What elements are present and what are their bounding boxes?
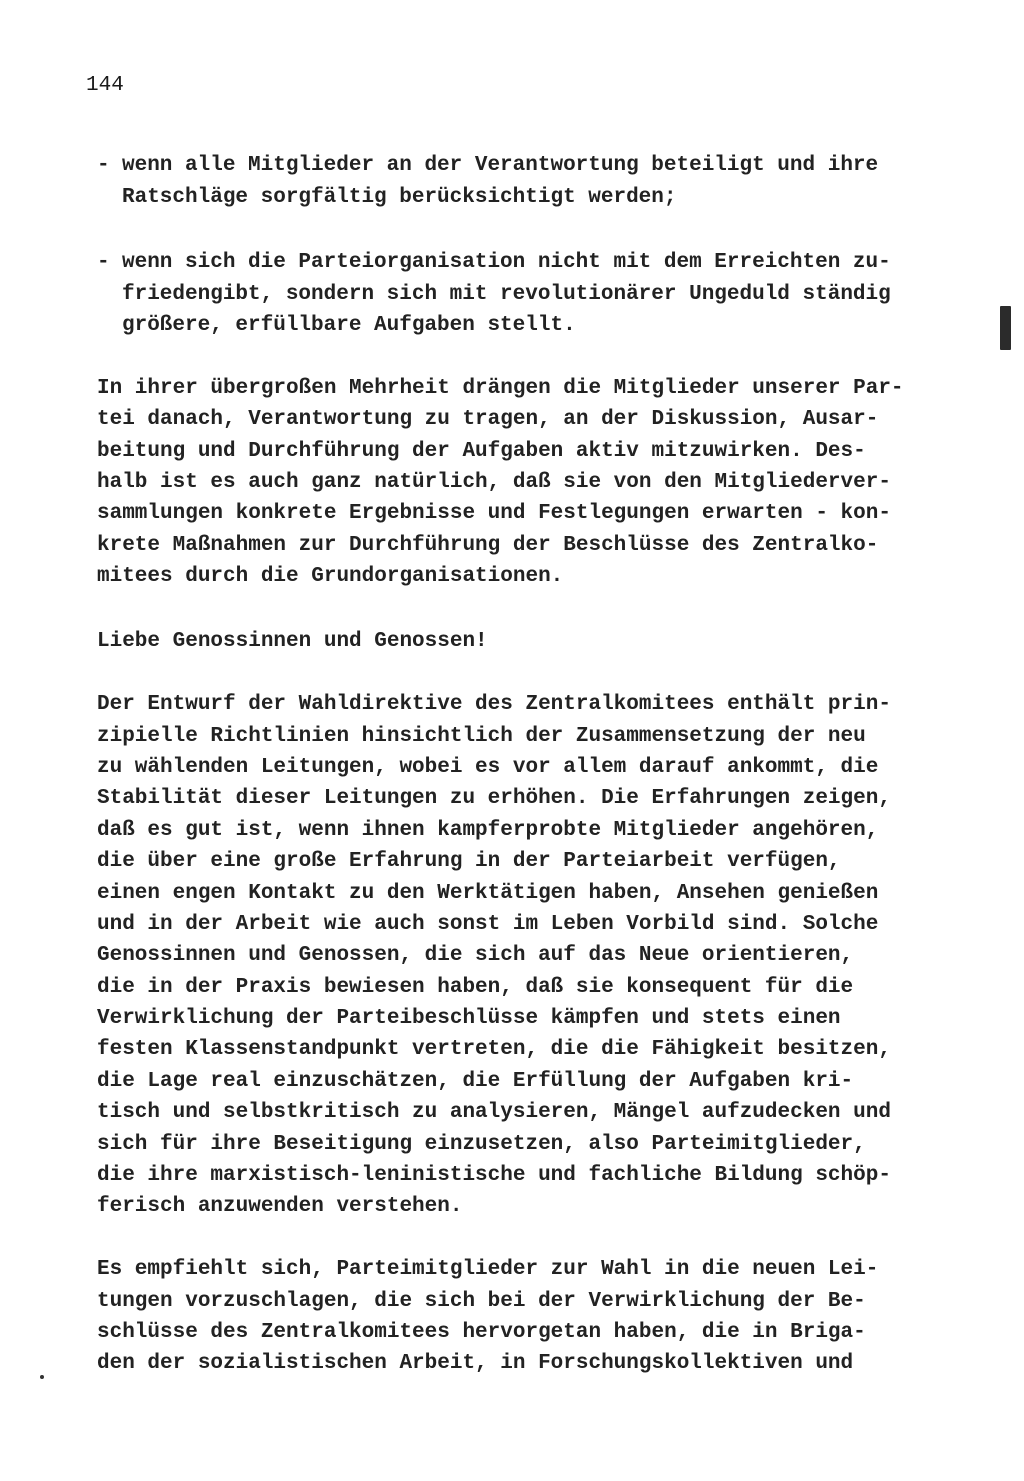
paragraph-line: den der sozialistischen Arbeit, in Forschungskollektiven und — [97, 1352, 854, 1375]
paragraph-line: Es empfiehlt sich, Parteimitglieder zur Wahl in die neuen Lei- — [97, 1258, 879, 1281]
bullet-line: friedengibt, sondern sich mit revolutionärer Ungeduld ständig — [122, 283, 891, 306]
paragraph-line: halb ist es auch ganz natürlich, daß sie von den Mitgliederver- — [97, 471, 891, 494]
paragraph-line: ferisch anzuwenden verstehen. — [97, 1195, 463, 1218]
bullet-line: Ratschläge sorgfältig berücksichtigt werden; — [122, 186, 677, 209]
bullet-dash: - — [97, 154, 110, 177]
paragraph-line: beitung und Durchführung der Aufgaben aktiv mitzuwirken. Des- — [97, 440, 866, 463]
paragraph-line: tisch und selbstkritisch zu analysieren, Mängel aufzudecken und — [97, 1101, 891, 1124]
paragraph-line: Der Entwurf der Wahldirektive des Zentralkomitees enthält prin- — [97, 693, 891, 716]
paragraph-line: sammlungen konkrete Ergebnisse und Festlegungen erwarten - kon- — [97, 502, 891, 525]
paragraph-line: tungen vorzuschlagen, die sich bei der Verwirklichung der Be- — [97, 1290, 866, 1313]
paragraph-line: daß es gut ist, wenn ihnen kampferprobte Mitglieder angehören, — [97, 819, 879, 842]
paragraph-line: einen engen Kontakt zu den Werktätigen haben, Ansehen genießen — [97, 882, 879, 905]
bullet-line: wenn alle Mitglieder an der Verantwortung beteiligt und ihre — [122, 154, 879, 177]
paragraph-line: mitees durch die Grundorganisationen. — [97, 565, 564, 588]
paragraph-line: festen Klassenstandpunkt vertreten, die die Fähigkeit besitzen, — [97, 1038, 891, 1061]
paragraph-line: Genossinnen und Genossen, die sich auf das Neue orientieren, — [97, 944, 854, 967]
paragraph-line: Verwirklichung der Parteibeschlüsse kämpfen und stets einen — [97, 1007, 841, 1030]
paragraph-line: die ihre marxistisch-leninistische und fachliche Bildung schöp- — [97, 1164, 891, 1187]
paragraph-line: zu wählenden Leitungen, wobei es vor allem darauf ankommt, die — [97, 756, 879, 779]
bullet-line: wenn sich die Parteiorganisation nicht mit dem Erreichten zu- — [122, 251, 891, 274]
paragraph-line: In ihrer übergroßen Mehrheit drängen die Mitglieder unserer Par- — [97, 377, 904, 400]
bullet-dash: - — [97, 251, 110, 274]
page-number: 144 — [86, 74, 124, 97]
salutation: Liebe Genossinnen und Genossen! — [97, 630, 488, 653]
paragraph-line: krete Maßnahmen zur Durchführung der Beschlüsse des Zentralko- — [97, 534, 879, 557]
paragraph-line: tei danach, Verantwortung zu tragen, an der Diskussion, Ausar- — [97, 408, 879, 431]
ink-dot — [40, 1375, 44, 1379]
paragraph-line: schlüsse des Zentralkomitees hervorgetan haben, die in Briga- — [97, 1321, 866, 1344]
paragraph-line: zipielle Richtlinien hinsichtlich der Zusammensetzung der neu — [97, 725, 866, 748]
paragraph-line: sich für ihre Beseitigung einzusetzen, also Parteimitglieder, — [97, 1133, 866, 1156]
paragraph-line: und in der Arbeit wie auch sonst im Leben Vorbild sind. Solche — [97, 913, 879, 936]
paragraph-line: die über eine große Erfahrung in der Parteiarbeit verfügen, — [97, 850, 841, 873]
paragraph-line: die Lage real einzuschätzen, die Erfüllung der Aufgaben kri- — [97, 1070, 854, 1093]
paragraph-line: die in der Praxis bewiesen haben, daß sie konsequent für die — [97, 976, 854, 999]
paragraph-line: Stabilität dieser Leitungen zu erhöhen. Die Erfahrungen zeigen, — [97, 787, 891, 810]
margin-mark — [1000, 306, 1011, 350]
bullet-line: größere, erfüllbare Aufgaben stellt. — [122, 314, 576, 337]
